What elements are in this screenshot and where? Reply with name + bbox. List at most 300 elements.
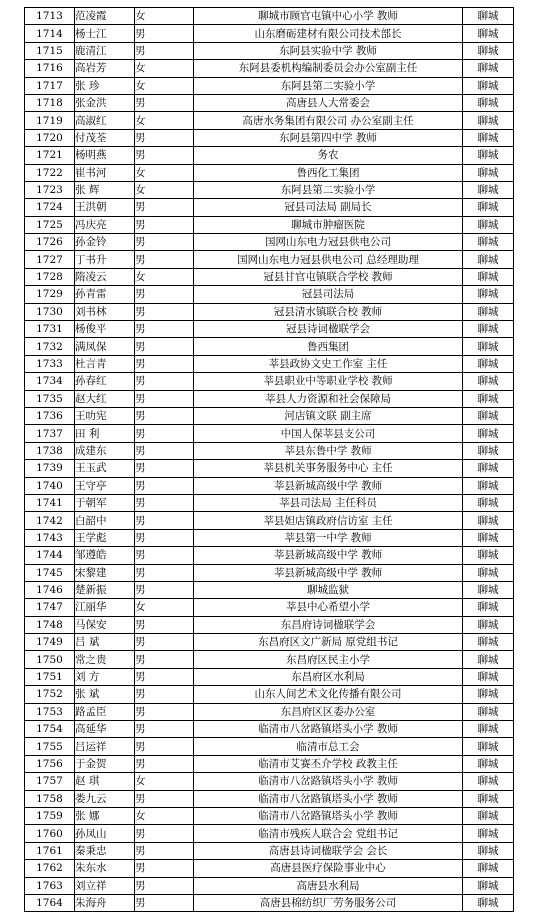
member-name-cell: 王洪朝 <box>75 199 135 216</box>
member-city-cell: 聊城 <box>463 599 514 616</box>
member-gender-cell: 男 <box>135 494 194 511</box>
member-number-cell: 1730 <box>25 303 75 320</box>
member-name-cell: 高延华 <box>75 721 135 738</box>
member-name-cell: 于朝军 <box>75 494 135 511</box>
member-workplace-cell: 东昌府区水利局 <box>194 668 463 685</box>
table-row <box>25 199 514 216</box>
member-workplace-cell: 东阿县实验中学 教师 <box>194 42 463 59</box>
member-gender-cell: 女 <box>135 599 194 616</box>
table-row <box>25 338 514 355</box>
member-city-cell: 聊城 <box>463 112 514 129</box>
member-gender-cell: 女 <box>135 268 194 285</box>
member-number-cell: 1743 <box>25 529 75 546</box>
table-row <box>25 581 514 598</box>
member-number-cell: 1720 <box>25 129 75 146</box>
member-workplace-cell: 冠县司法局 <box>194 286 463 303</box>
table-row <box>25 790 514 807</box>
table-row <box>25 894 514 911</box>
member-workplace-cell: 东阿县第四中学 教师 <box>194 129 463 146</box>
member-gender-cell: 女 <box>135 8 194 25</box>
member-workplace-cell: 莘县新城高级中学 教师 <box>194 477 463 494</box>
member-workplace-cell: 国网山东电力冠县供电公司 <box>194 234 463 251</box>
table-row <box>25 512 514 529</box>
member-number-cell: 1714 <box>25 25 75 42</box>
table-row <box>25 112 514 129</box>
member-name-cell: 张 斌 <box>75 686 135 703</box>
member-city-cell: 聊城 <box>463 147 514 164</box>
member-city-cell: 聊城 <box>463 529 514 546</box>
member-gender-cell: 男 <box>135 286 194 303</box>
member-workplace-cell: 高唐县医疗保险事业中心 <box>194 860 463 877</box>
member-city-cell: 聊城 <box>463 842 514 859</box>
member-name-cell: 江丽华 <box>75 599 135 616</box>
member-number-cell: 1725 <box>25 216 75 233</box>
member-number-cell: 1745 <box>25 564 75 581</box>
member-name-cell: 张 珍 <box>75 77 135 94</box>
member-gender-cell: 男 <box>135 42 194 59</box>
member-number-cell: 1713 <box>25 8 75 25</box>
member-number-cell: 1748 <box>25 616 75 633</box>
member-gender-cell: 男 <box>135 634 194 651</box>
member-number-cell: 1724 <box>25 199 75 216</box>
member-workplace-cell: 山东磨砺建材有限公司技术部长 <box>194 25 463 42</box>
member-city-cell: 聊城 <box>463 668 514 685</box>
table-row <box>25 860 514 877</box>
member-workplace-cell: 国网山东电力冠县供电公司 总经理助理 <box>194 251 463 268</box>
member-gender-cell: 男 <box>135 721 194 738</box>
member-number-cell: 1729 <box>25 286 75 303</box>
member-city-cell: 聊城 <box>463 373 514 390</box>
member-name-cell: 刘 方 <box>75 668 135 685</box>
member-number-cell: 1764 <box>25 894 75 911</box>
table-row <box>25 494 514 511</box>
member-gender-cell: 男 <box>135 338 194 355</box>
table-row <box>25 773 514 790</box>
member-number-cell: 1739 <box>25 460 75 477</box>
table-row <box>25 390 514 407</box>
member-number-cell: 1717 <box>25 77 75 94</box>
member-name-cell: 白韶中 <box>75 512 135 529</box>
member-gender-cell: 女 <box>135 181 194 198</box>
member-workplace-cell: 务农 <box>194 147 463 164</box>
table-row <box>25 25 514 42</box>
member-name-cell: 杨士江 <box>75 25 135 42</box>
member-city-cell: 聊城 <box>463 77 514 94</box>
member-name-cell: 马保安 <box>75 616 135 633</box>
member-number-cell: 1734 <box>25 373 75 390</box>
member-workplace-cell: 高唐水务集团有限公司 办公室副主任 <box>194 112 463 129</box>
table-row <box>25 529 514 546</box>
member-workplace-cell: 山东人间艺术文化传播有限公司 <box>194 686 463 703</box>
table-row <box>25 721 514 738</box>
member-roster-sheet <box>24 7 514 912</box>
table-row <box>25 42 514 59</box>
member-gender-cell: 男 <box>135 355 194 372</box>
member-name-cell: 杜言青 <box>75 355 135 372</box>
member-number-cell: 1716 <box>25 60 75 77</box>
member-city-cell: 聊城 <box>463 321 514 338</box>
member-gender-cell: 男 <box>135 94 194 111</box>
member-name-cell: 高淑红 <box>75 112 135 129</box>
member-name-cell: 朱东水 <box>75 860 135 877</box>
member-gender-cell: 女 <box>135 60 194 77</box>
table-row <box>25 373 514 390</box>
member-gender-cell: 男 <box>135 825 194 842</box>
member-workplace-cell: 莘县新城高级中学 教师 <box>194 547 463 564</box>
member-workplace-cell: 中国人保莘县支公司 <box>194 425 463 442</box>
member-gender-cell: 男 <box>135 251 194 268</box>
member-workplace-cell: 冠县清水镇联合校 教师 <box>194 303 463 320</box>
table-row <box>25 147 514 164</box>
table-row <box>25 564 514 581</box>
member-city-cell: 聊城 <box>463 564 514 581</box>
member-name-cell: 路孟臣 <box>75 703 135 720</box>
table-row <box>25 547 514 564</box>
member-name-cell: 张金洪 <box>75 94 135 111</box>
member-gender-cell: 男 <box>135 529 194 546</box>
member-workplace-cell: 临清市八岔路镇塔头小学 教师 <box>194 807 463 824</box>
table-row <box>25 286 514 303</box>
member-city-cell: 聊城 <box>463 251 514 268</box>
member-gender-cell: 男 <box>135 894 194 911</box>
member-workplace-cell: 高唐县诗词楹联学会 会长 <box>194 842 463 859</box>
member-number-cell: 1715 <box>25 42 75 59</box>
member-city-cell: 聊城 <box>463 181 514 198</box>
member-workplace-cell: 东阿县委机构编制委员会办公室副主任 <box>194 60 463 77</box>
member-workplace-cell: 冠县甘官屯镇联合学校 教师 <box>194 268 463 285</box>
member-name-cell: 赵 琪 <box>75 773 135 790</box>
member-gender-cell: 男 <box>135 581 194 598</box>
member-city-cell: 聊城 <box>463 303 514 320</box>
member-number-cell: 1741 <box>25 494 75 511</box>
member-gender-cell: 男 <box>135 425 194 442</box>
member-gender-cell: 女 <box>135 112 194 129</box>
member-gender-cell: 男 <box>135 842 194 859</box>
member-workplace-cell: 东昌府区民主小学 <box>194 651 463 668</box>
member-workplace-cell: 东昌府区区委办公室 <box>194 703 463 720</box>
table-row <box>25 94 514 111</box>
member-name-cell: 丁书升 <box>75 251 135 268</box>
member-city-cell: 聊城 <box>463 547 514 564</box>
member-city-cell: 聊城 <box>463 94 514 111</box>
member-name-cell: 隋凌云 <box>75 268 135 285</box>
member-name-cell: 杨俊平 <box>75 321 135 338</box>
member-gender-cell: 男 <box>135 234 194 251</box>
member-number-cell: 1755 <box>25 738 75 755</box>
member-gender-cell: 男 <box>135 460 194 477</box>
member-workplace-cell: 东阿县第二实验小学 <box>194 77 463 94</box>
table-row <box>25 251 514 268</box>
table-row <box>25 234 514 251</box>
member-number-cell: 1731 <box>25 321 75 338</box>
member-city-cell: 聊城 <box>463 216 514 233</box>
member-workplace-cell: 聊城监狱 <box>194 581 463 598</box>
member-gender-cell: 男 <box>135 616 194 633</box>
member-workplace-cell: 莘县政协文史工作室 主任 <box>194 355 463 372</box>
member-gender-cell: 男 <box>135 25 194 42</box>
member-gender-cell: 男 <box>135 547 194 564</box>
member-name-cell: 鹿清江 <box>75 42 135 59</box>
member-gender-cell: 男 <box>135 564 194 581</box>
table-row <box>25 755 514 772</box>
member-number-cell: 1721 <box>25 147 75 164</box>
member-name-cell: 楚新振 <box>75 581 135 598</box>
member-name-cell: 高岩芳 <box>75 60 135 77</box>
member-gender-cell: 男 <box>135 321 194 338</box>
table-row <box>25 651 514 668</box>
member-name-cell: 孙金铃 <box>75 234 135 251</box>
table-row <box>25 842 514 859</box>
member-gender-cell: 男 <box>135 755 194 772</box>
member-city-cell: 聊城 <box>463 807 514 824</box>
member-city-cell: 聊城 <box>463 494 514 511</box>
table-row <box>25 807 514 824</box>
member-city-cell: 聊城 <box>463 721 514 738</box>
member-name-cell: 秦秉忠 <box>75 842 135 859</box>
member-name-cell: 张 娜 <box>75 807 135 824</box>
member-workplace-cell: 莘县东鲁中学 教师 <box>194 442 463 459</box>
member-city-cell: 聊城 <box>463 164 514 181</box>
member-workplace-cell: 莘县职业中等职业学校 教师 <box>194 373 463 390</box>
member-number-cell: 1742 <box>25 512 75 529</box>
member-workplace-cell: 莘县妲店镇政府信访室 主任 <box>194 512 463 529</box>
member-number-cell: 1751 <box>25 668 75 685</box>
table-row <box>25 407 514 424</box>
member-gender-cell: 男 <box>135 216 194 233</box>
member-number-cell: 1722 <box>25 164 75 181</box>
member-gender-cell: 男 <box>135 651 194 668</box>
member-city-cell: 聊城 <box>463 755 514 772</box>
member-number-cell: 1756 <box>25 755 75 772</box>
member-workplace-cell: 莘县人力资源和社会保障局 <box>194 390 463 407</box>
member-name-cell: 刘立祥 <box>75 877 135 894</box>
member-number-cell: 1750 <box>25 651 75 668</box>
member-city-cell: 聊城 <box>463 25 514 42</box>
member-city-cell: 聊城 <box>463 512 514 529</box>
member-name-cell: 王叻宪 <box>75 407 135 424</box>
table-row <box>25 303 514 320</box>
member-city-cell: 聊城 <box>463 738 514 755</box>
member-name-cell: 孙凤山 <box>75 825 135 842</box>
member-gender-cell: 男 <box>135 512 194 529</box>
member-city-cell: 聊城 <box>463 894 514 911</box>
member-gender-cell: 男 <box>135 790 194 807</box>
member-workplace-cell: 临清市八岔路镇塔头小学 教师 <box>194 790 463 807</box>
member-name-cell: 常之贵 <box>75 651 135 668</box>
member-name-cell: 付茂荃 <box>75 129 135 146</box>
table-row <box>25 668 514 685</box>
member-city-cell: 聊城 <box>463 425 514 442</box>
member-city-cell: 聊城 <box>463 60 514 77</box>
table-row <box>25 825 514 842</box>
member-workplace-cell: 莘县中心希望小学 <box>194 599 463 616</box>
member-number-cell: 1738 <box>25 442 75 459</box>
member-city-cell: 聊城 <box>463 234 514 251</box>
member-gender-cell: 男 <box>135 860 194 877</box>
member-workplace-cell: 莘县司法局 主任科员 <box>194 494 463 511</box>
member-gender-cell: 男 <box>135 877 194 894</box>
member-number-cell: 1732 <box>25 338 75 355</box>
member-city-cell: 聊城 <box>463 634 514 651</box>
member-workplace-cell: 东昌府区文广新局 原党组书记 <box>194 634 463 651</box>
member-number-cell: 1758 <box>25 790 75 807</box>
member-workplace-cell: 临清市总工会 <box>194 738 463 755</box>
member-name-cell: 满凤保 <box>75 338 135 355</box>
member-number-cell: 1740 <box>25 477 75 494</box>
member-gender-cell: 男 <box>135 703 194 720</box>
table-row <box>25 460 514 477</box>
member-workplace-cell: 高唐县棉纺织厂劳务服务公司 <box>194 894 463 911</box>
member-city-cell: 聊城 <box>463 338 514 355</box>
table-row <box>25 181 514 198</box>
member-number-cell: 1761 <box>25 842 75 859</box>
member-name-cell: 宋黎建 <box>75 564 135 581</box>
member-workplace-cell: 临清市残疾人联合会 党组书记 <box>194 825 463 842</box>
member-name-cell: 赵大红 <box>75 390 135 407</box>
member-name-cell: 吕运祥 <box>75 738 135 755</box>
member-city-cell: 聊城 <box>463 442 514 459</box>
member-gender-cell: 女 <box>135 77 194 94</box>
member-number-cell: 1733 <box>25 355 75 372</box>
member-workplace-cell: 聊城市肿瘤医院 <box>194 216 463 233</box>
member-city-cell: 聊城 <box>463 407 514 424</box>
member-gender-cell: 男 <box>135 477 194 494</box>
member-name-cell: 于金贺 <box>75 755 135 772</box>
member-workplace-cell: 东阿县第二实验小学 <box>194 181 463 198</box>
member-name-cell: 孙春红 <box>75 373 135 390</box>
member-gender-cell: 男 <box>135 129 194 146</box>
member-workplace-cell: 临清市八岔路镇塔头小学 教师 <box>194 721 463 738</box>
member-name-cell: 杨明燕 <box>75 147 135 164</box>
member-name-cell: 娄九云 <box>75 790 135 807</box>
member-workplace-cell: 莘县新城高级中学 教师 <box>194 564 463 581</box>
member-number-cell: 1754 <box>25 721 75 738</box>
member-city-cell: 聊城 <box>463 651 514 668</box>
table-row <box>25 77 514 94</box>
table-row <box>25 60 514 77</box>
member-number-cell: 1718 <box>25 94 75 111</box>
member-number-cell: 1763 <box>25 877 75 894</box>
member-workplace-cell: 临清市八岔路镇塔头小学 教师 <box>194 773 463 790</box>
member-city-cell: 聊城 <box>463 477 514 494</box>
member-number-cell: 1753 <box>25 703 75 720</box>
member-gender-cell: 女 <box>135 773 194 790</box>
table-row <box>25 321 514 338</box>
member-city-cell: 聊城 <box>463 790 514 807</box>
member-workplace-cell: 临清市艾赛丕介学校 政教主任 <box>194 755 463 772</box>
member-gender-cell: 女 <box>135 807 194 824</box>
member-workplace-cell: 聊城市顾官屯镇中心小学 教师 <box>194 8 463 25</box>
member-city-cell: 聊城 <box>463 616 514 633</box>
member-name-cell: 王守亭 <box>75 477 135 494</box>
member-number-cell: 1726 <box>25 234 75 251</box>
member-number-cell: 1728 <box>25 268 75 285</box>
member-workplace-cell: 高唐县人大常委会 <box>194 94 463 111</box>
member-workplace-cell: 高唐县水利局 <box>194 877 463 894</box>
member-number-cell: 1736 <box>25 407 75 424</box>
member-workplace-cell: 冠县司法局 副局长 <box>194 199 463 216</box>
member-city-cell: 聊城 <box>463 42 514 59</box>
member-name-cell: 田 利 <box>75 425 135 442</box>
member-workplace-cell: 冠县诗词楹联学会 <box>194 321 463 338</box>
member-city-cell: 聊城 <box>463 860 514 877</box>
member-gender-cell: 男 <box>135 407 194 424</box>
member-gender-cell: 男 <box>135 303 194 320</box>
member-city-cell: 聊城 <box>463 686 514 703</box>
member-city-cell: 聊城 <box>463 8 514 25</box>
member-city-cell: 聊城 <box>463 390 514 407</box>
member-city-cell: 聊城 <box>463 877 514 894</box>
member-name-cell: 朱海舟 <box>75 894 135 911</box>
member-name-cell: 王玉武 <box>75 460 135 477</box>
member-city-cell: 聊城 <box>463 460 514 477</box>
table-row <box>25 477 514 494</box>
member-name-cell: 成建东 <box>75 442 135 459</box>
member-number-cell: 1727 <box>25 251 75 268</box>
member-name-cell: 王学彪 <box>75 529 135 546</box>
member-name-cell: 刘书林 <box>75 303 135 320</box>
member-gender-cell: 男 <box>135 686 194 703</box>
member-name-cell: 邹遵皓 <box>75 547 135 564</box>
member-number-cell: 1747 <box>25 599 75 616</box>
table-row <box>25 216 514 233</box>
member-number-cell: 1760 <box>25 825 75 842</box>
member-gender-cell: 男 <box>135 199 194 216</box>
member-city-cell: 聊城 <box>463 773 514 790</box>
member-city-cell: 聊城 <box>463 703 514 720</box>
member-name-cell: 吕 斌 <box>75 634 135 651</box>
table-row <box>25 738 514 755</box>
member-name-cell: 孙青雷 <box>75 286 135 303</box>
table-row <box>25 425 514 442</box>
table-row <box>25 8 514 25</box>
table-row <box>25 599 514 616</box>
member-city-cell: 聊城 <box>463 199 514 216</box>
member-number-cell: 1757 <box>25 773 75 790</box>
member-city-cell: 聊城 <box>463 825 514 842</box>
table-row <box>25 164 514 181</box>
table-row <box>25 634 514 651</box>
member-gender-cell: 男 <box>135 390 194 407</box>
member-name-cell: 冯庆亮 <box>75 216 135 233</box>
member-number-cell: 1737 <box>25 425 75 442</box>
table-row <box>25 686 514 703</box>
table-row <box>25 355 514 372</box>
member-roster-table <box>24 7 514 912</box>
table-row <box>25 129 514 146</box>
member-number-cell: 1749 <box>25 634 75 651</box>
member-gender-cell: 男 <box>135 147 194 164</box>
table-row <box>25 616 514 633</box>
member-workplace-cell: 莘县机关事务服务中心 主任 <box>194 460 463 477</box>
member-number-cell: 1719 <box>25 112 75 129</box>
member-city-cell: 聊城 <box>463 268 514 285</box>
member-city-cell: 聊城 <box>463 129 514 146</box>
member-gender-cell: 男 <box>135 373 194 390</box>
member-number-cell: 1762 <box>25 860 75 877</box>
member-name-cell: 张 辉 <box>75 181 135 198</box>
member-workplace-cell: 东昌府诗词楹联学会 <box>194 616 463 633</box>
member-workplace-cell: 莘县第一中学 教师 <box>194 529 463 546</box>
member-city-cell: 聊城 <box>463 581 514 598</box>
member-workplace-cell: 河店镇文联 副主席 <box>194 407 463 424</box>
roster-body <box>25 8 514 912</box>
member-number-cell: 1744 <box>25 547 75 564</box>
member-gender-cell: 女 <box>135 164 194 181</box>
member-number-cell: 1759 <box>25 807 75 824</box>
table-row <box>25 442 514 459</box>
table-row <box>25 268 514 285</box>
